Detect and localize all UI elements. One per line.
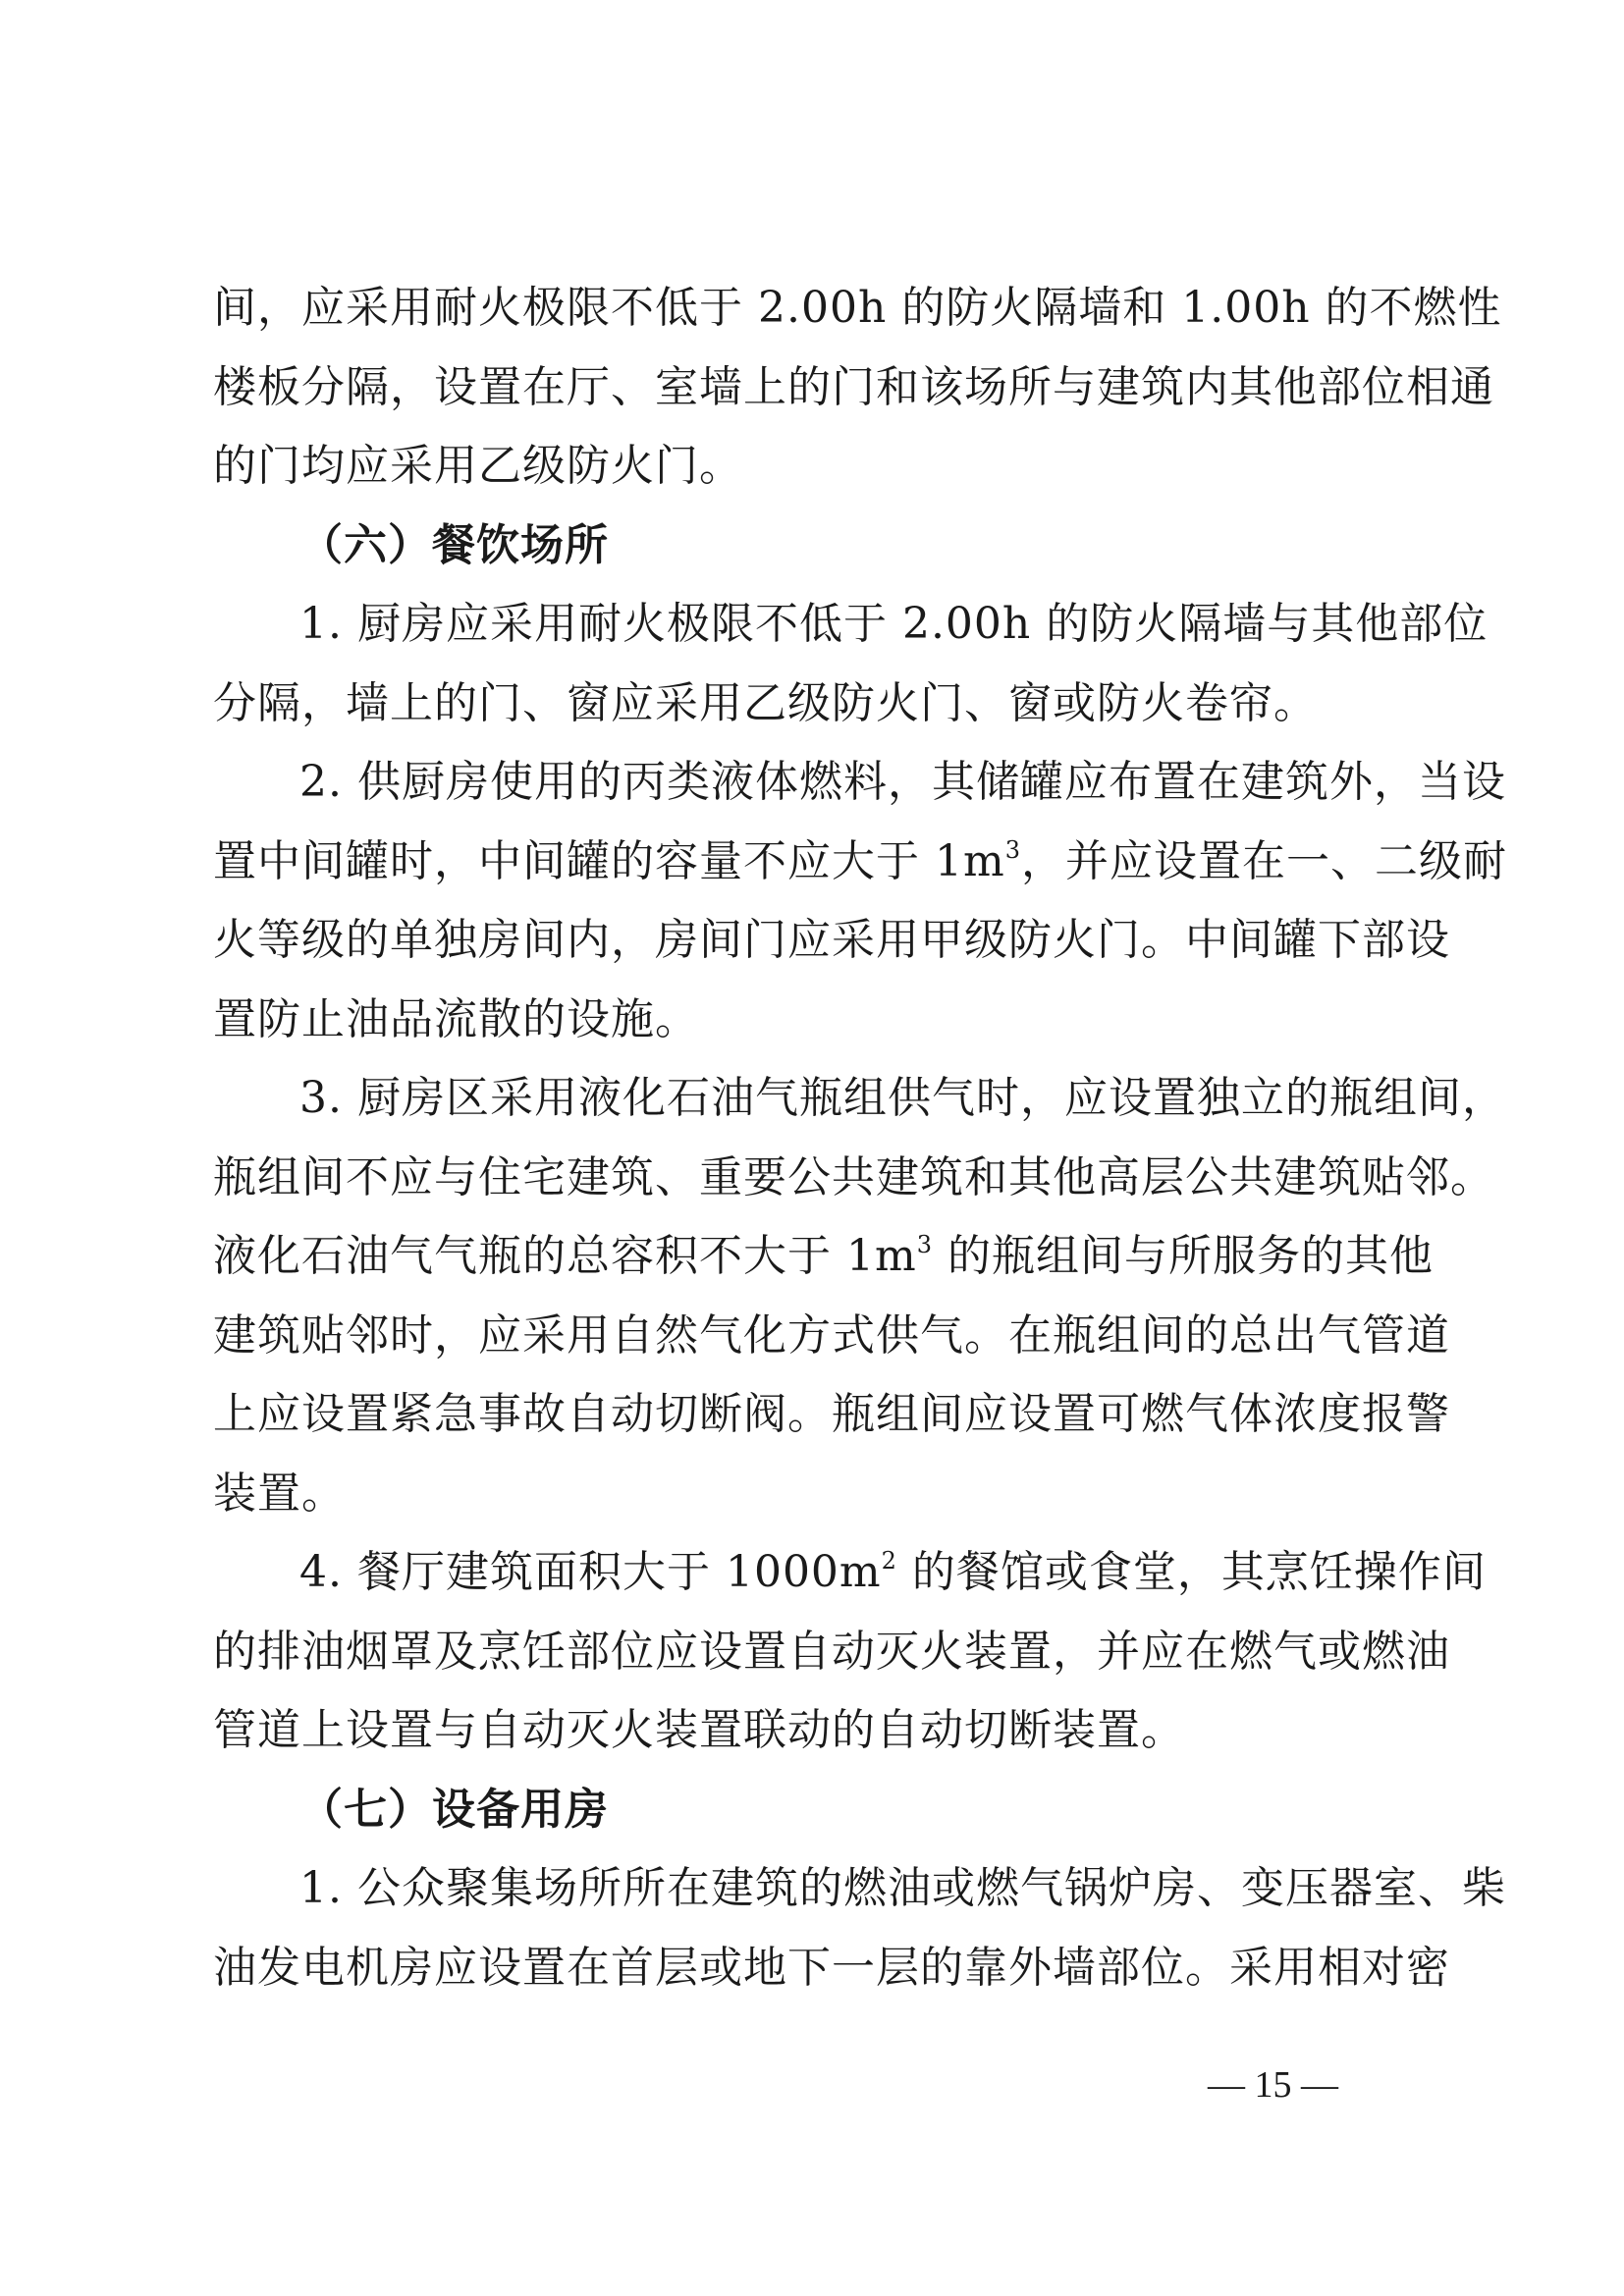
text-line: 1. 厨房应采用耐火极限不低于 2.00h 的防火隔墙与其他部位: [299, 599, 1489, 649]
text-line: 油发电机房应设置在首层或地下一层的靠外墙部位。采用相对密: [213, 1942, 1450, 1993]
text-line: 瓶组间不应与住宅建筑、重要公共建筑和其他高层公共建筑贴邻。: [213, 1151, 1494, 1202]
section-heading: （七）设备用房: [299, 1784, 609, 1835]
text-line: 分隔，墙上的门、窗应采用乙级防火门、窗或防火卷帘。: [213, 677, 1318, 728]
text-line: 楼板分隔，设置在厅、室墙上的门和该场所与建筑内其他部位相通: [213, 361, 1494, 412]
text-line: 装置。: [213, 1468, 346, 1519]
section-heading: （六）餐饮场所: [299, 519, 609, 570]
text-line: 管道上设置与自动灭火装置联动的自动切断装置。: [213, 1705, 1185, 1755]
text-line: 的排油烟罩及烹饪部位应设置自动灭火装置，并应在燃气或燃油: [213, 1626, 1450, 1677]
text-line: 置中间罐时，中间罐的容量不应大于 $1m^3$，并应设置在一、二级耐: [213, 835, 1507, 886]
text-line: 间，应采用耐火极限不低于 2.00h 的防火隔墙和 1.00h 的不燃性: [213, 283, 1502, 333]
text-line: 火等级的单独房间内，房间门应采用甲级防火门。中间罐下部设: [213, 915, 1450, 965]
text-line: 置防止油品流散的设施。: [213, 993, 699, 1044]
text-line: 2. 供厨房使用的丙类液体燃料，其储罐应布置在建筑外，当设: [299, 757, 1506, 807]
text-line: 4. 餐厅建筑面积大于 $1000m^2$ 的餐馆或食堂，其烹饪操作间: [299, 1547, 1487, 1597]
text-line: 1. 公众聚集场所所在建筑的燃油或燃气锅炉房、变压器室、柴: [299, 1863, 1506, 1913]
text-line: 建筑贴邻时，应采用自然气化方式供气。在瓶组间的总出气管道: [213, 1309, 1450, 1361]
text-line: 3. 厨房区采用液化石油气瓶组供气时，应设置独立的瓶组间，: [299, 1073, 1506, 1123]
text-line: 液化石油气气瓶的总容积不大于 $1m^3$ 的瓶组间与所服务的其他: [213, 1231, 1434, 1281]
page-number: — 15 —: [1208, 2064, 1338, 2106]
text-line: 上应设置紧急事故自动切断阀。瓶组间应设置可燃气体浓度报警: [213, 1389, 1450, 1439]
body-text: [213, 269, 1507, 2007]
text-line: 的门均应采用乙级防火门。: [213, 441, 743, 491]
